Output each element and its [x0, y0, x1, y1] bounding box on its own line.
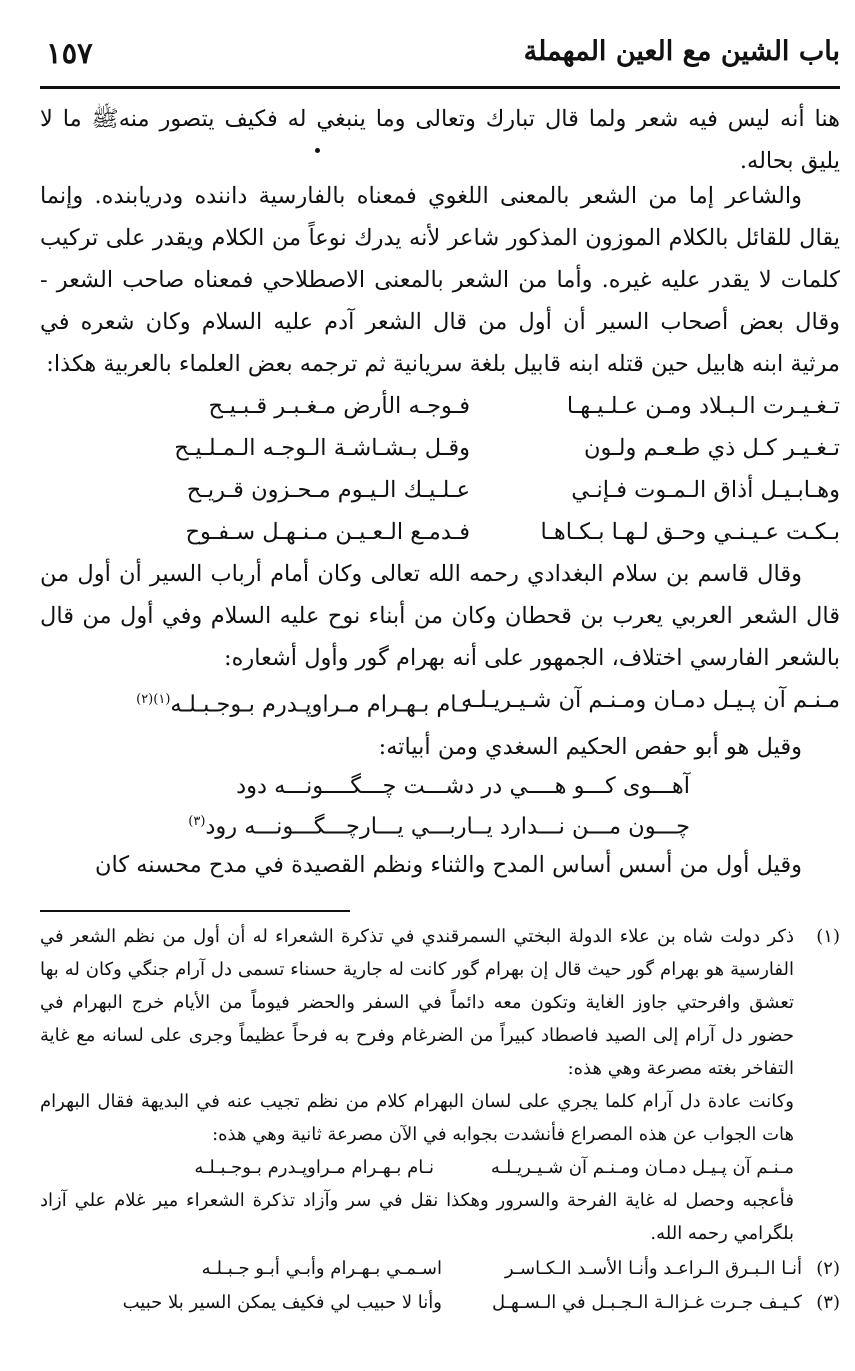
- paragraph: [40, 98, 840, 182]
- chapter-title: باب الشين مع العين المهملة: [523, 36, 840, 67]
- verse-line: [40, 469, 840, 511]
- verse-line: [40, 385, 840, 427]
- footnote-number: (٢): [816, 1258, 840, 1279]
- verse-second-hemistich: وقـل بـشـاشـة الـوجـه الـمـلـيـح: [174, 435, 470, 461]
- paragraph: [40, 553, 840, 679]
- centered-verse: چـــون مـــن نـــدارد يــاربـــي يـــارچـــگـــونـــه رود$^{(٣)}$: [188, 813, 690, 839]
- footnotes: [40, 920, 840, 1318]
- paragraph: وقيل هو أبو حفص الحكيم السغدي ومن أبياته:: [378, 733, 802, 760]
- page-number: ١٥٧: [46, 36, 93, 70]
- verse-first-hemistich: مـنـم آن پـيـل دمـان ومـنـم آن شـيـريـلـه: [461, 687, 840, 713]
- paragraph: [40, 175, 840, 385]
- text-line: الفارسي اختلاف، الجمهور على أنه بهرام گور وأول أشعاره:: [224, 645, 770, 671]
- text-line: والشاعر إما من الشعر بالمعنى اللغوي فمعناه بالفارسية داننده ودريابنده. وإنما: [40, 183, 802, 209]
- verse-line: [40, 511, 840, 553]
- paragraph: وقيل أول من أسس أساس المدح والثناء ونظم القصيدة في مدح محسنه كان: [94, 852, 802, 878]
- footnote-text: وكانت عادة دل آرام كلما يجري على لسان البهرام كلام من نظم تجيب عنه في البديهة فقال البهرام هات الجواب عن هذه المصراع فأنشدت بجوابه في الآن مصرعة ثانية وهي هذه:: [40, 1091, 794, 1145]
- book-page: [40, 30, 840, 1350]
- text-line: من قال الشعر العربي يعرب بن قحطان وكان من أبناء نوح عليه السلام وفي أول من قال بالشعر: [40, 561, 840, 671]
- centered-verse: آهـــوى كـــو هــــي در دشـــت چـــگــــونـــه دود: [236, 772, 690, 799]
- footnote-text: فأعجبه وحصل له غاية الفرحة والسرور وهكذا نقل في سر وآزاد تذكرة الشعراء مير غلام علي آزاد بلگرامي رحمه الله.: [40, 1190, 794, 1244]
- text-line: يقال للقائل بالكلام الموزون المذكور شاعر لأنه يدرك نوعاً من الكلام ويقدر على: [105, 225, 841, 251]
- verse-second-hemistich: نـام بـهـرام مـراوپـدرم بـوجـبـلـه$^{(١)(٢)}$: [136, 691, 470, 718]
- verse-first-hemistich: مـنـم آن پـيـل دمـان ومـنـم آن شـيـريـلـه: [490, 1157, 794, 1178]
- text-line: الشعر - وقال بعض أصحاب السير أن أول من قال الشعر آدم عليه السلام وكان شعره في مرثية: [40, 267, 840, 377]
- footnote-ref: (١)(٢): [136, 692, 171, 707]
- footnote-text: ذكر دولت شاه بن علاء الدولة البختي السمرقندي في تذكرة الشعراء له أن أول من نظم الشعر في الفارسية هو بهرام گور حيث قال إن بهرام گور كانت له جارية حسناء تسمى دل آرام جنگي وكان له بها تعشق وافرحتي جاوز الغاية وتكون معه دائماً في السفر والحضر فيوماً من الأيام خرج البهرام في حضور دل آرام إلى الصيد فاصطاد كبيراً من الضرغام وفرح به فرحاً عظيماً وجرى على لسانه مع غاية التفاخر بغته مصرعة وهي هذه:: [40, 926, 794, 1079]
- ink-dot: [315, 148, 320, 153]
- verse-second-hemistich: اسـمـي بـهـرام وأبـي أبـو جـبـلـه: [201, 1258, 442, 1279]
- verse-second-hemistich: فـدمـع الـعـيـن مـنـهـل سـفـوح: [185, 519, 470, 545]
- footnote-2: [40, 1254, 840, 1284]
- text-line: وقال قاسم بن سلام البغدادي رحمه الله تعالى وكان أمام أرباب السير أن أول: [77, 561, 802, 587]
- footnote-verse: [40, 1151, 794, 1184]
- verse-first-hemistich: بـكـت عـيـنـي وحـق لـهـا بـكـاهـا: [540, 519, 840, 545]
- footnote-3: [40, 1288, 840, 1318]
- text-line: ابنه هابيل حين قتله ابنه قابيل بلغة سريانية ثم ترجمه بعض العلماء بالعربية هكذا:: [46, 351, 784, 377]
- verse-second-hemistich: فـوجـه الأرض مـغـبـر قـبـيـح: [208, 393, 470, 419]
- verse-second-hemistich: وأنا لا حبيب لي فكيف يمكن السير بلا حبيب: [122, 1292, 442, 1313]
- verse-first-hemistich: كـيـف جـرت غـزالـة الـجـبـل في الـسـهـل: [492, 1292, 802, 1313]
- text-line: يليق بحاله.: [739, 148, 840, 174]
- text-line: هنا أنه ليس فيه شعر ولما قال تبارك وتعالى وما ينبغي له فكيف يتصور منهﷺ ما لا: [40, 106, 840, 132]
- verse-first-hemistich: وهـابـيـل أذاق الـمـوت فـإنـي: [571, 477, 840, 503]
- text-line: تركيب كلمات لا يقدر عليه غيره. وأما من الشعر بالمعنى الاصطلاحي فمعناه صاحب: [40, 225, 840, 293]
- verse-second-hemistich: نـام بـهـرام مـراوپـدرم بـوجـبـلـه: [194, 1157, 434, 1178]
- footnote-ref: (٣): [188, 813, 206, 829]
- verse-line: [40, 427, 840, 469]
- verse-first-hemistich: تـغـيـرت الـبـلاد ومـن عـلـيـهـا: [566, 393, 840, 419]
- running-header: [40, 36, 840, 82]
- verse-second-hemistich: عـلـيـك الـيـوم مـحـزون قـريـح: [186, 477, 470, 503]
- main-text: [40, 98, 840, 886]
- header-rule: [40, 86, 840, 89]
- persian-verse-line: [40, 679, 840, 726]
- verse-first-hemistich: تـغـيـر كـل ذي طـعـم ولـون: [583, 435, 840, 461]
- footnote-rule: [40, 910, 350, 912]
- footnote-1: [40, 920, 840, 1250]
- footnote-number: (١): [816, 926, 840, 947]
- footnote-body: [40, 920, 794, 1250]
- verse-first-hemistich: أنـا الـبـرق الـراعـد وأنـا الأسـد الـكـاسـر: [504, 1258, 802, 1279]
- footnote-number: (٣): [816, 1292, 840, 1313]
